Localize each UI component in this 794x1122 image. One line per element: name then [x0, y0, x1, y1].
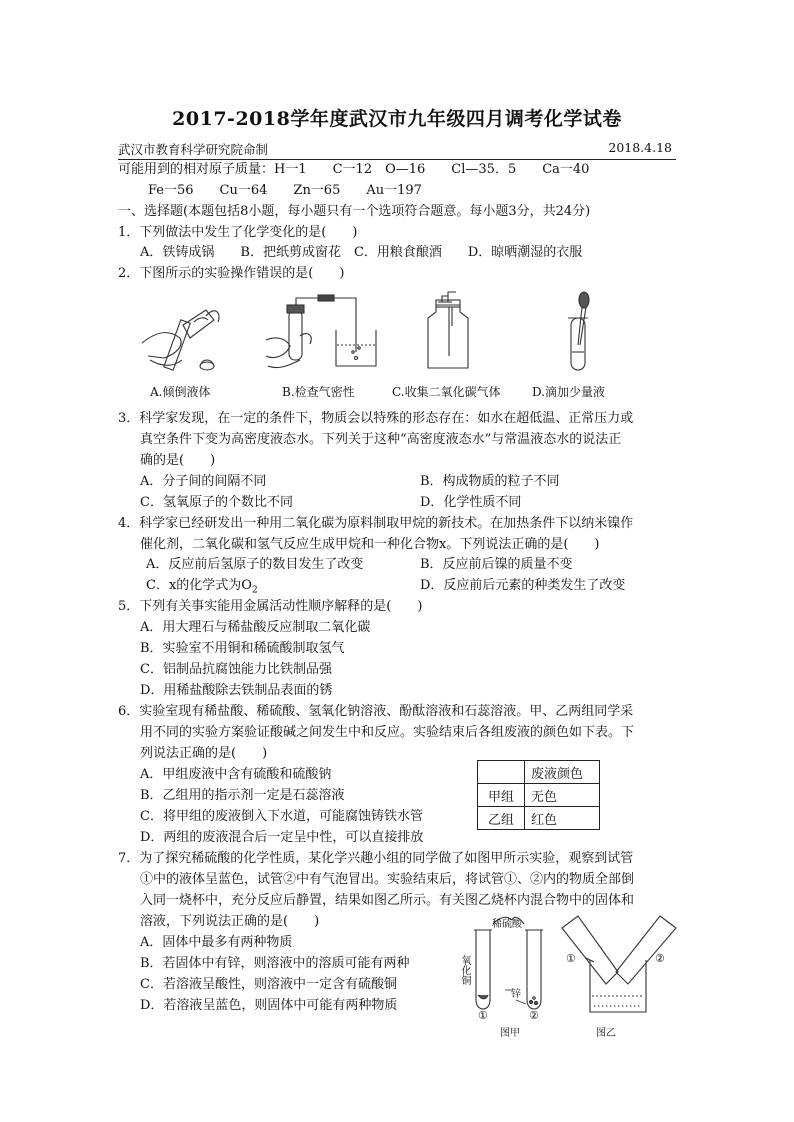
q6-option-b: B．乙组用的指示剂一定是石蕊溶液 [140, 788, 345, 803]
table-cell [478, 761, 525, 784]
table-cell: 乙组 [478, 807, 525, 830]
caption-c: C.收集二氧化碳气体 [392, 385, 501, 399]
q7-stem-3: 入同一烧杯中，充分反应后静置，结果如图乙所示。有关图乙烧杯内混合物中的固体和 [140, 893, 635, 908]
q4-stem-2: 催化剂，二氧化碳和氢气反应生成甲烷和一种化合物x。下列说法正确的是( ) [140, 537, 600, 552]
q1-options: A．铁铸成锅 B．把纸剪成窗花 C．用粮食酿酒 D．晾晒潮湿的衣服 [140, 245, 583, 260]
atomic-masses-line1: 可能用到的相对原子质量：H一1 C一12 O—16 Cl—35．5 Ca一40 [118, 162, 590, 177]
label-beaker-tube-1: ① [566, 952, 576, 965]
q7-option-a: A．固体中最多有两种物质 [140, 935, 293, 950]
q3-option-c: C．氢氧原子的个数比不同 [140, 495, 293, 510]
q7-figure-a [474, 917, 543, 1009]
table-row [478, 761, 600, 784]
q4-option-b: B．反应前后镍的质量不变 [420, 557, 573, 572]
section-heading: 一、选择题(本题包括8小题，每小题只有一个选项符合题意。每小题3分，共24分) [118, 204, 591, 219]
q5-option-a: A．用大理石与稀盐酸反应制取二氧化碳 [140, 620, 371, 635]
q3-option-a: A．分子间的间隔不同 [140, 474, 267, 489]
caption-a: A.倾倒液体 [150, 385, 211, 399]
label-tube-2: ② [529, 1009, 539, 1022]
issuer: 武汉市教育科学研究院命制 [118, 142, 269, 157]
exam-date: 2018.4.18 [608, 140, 672, 155]
table-header-cell: 废液颜色 [525, 761, 600, 784]
caption-b: B.检查气密性 [282, 385, 355, 399]
q4-stem-1: 4．科学家已经研发出一种用二氧化碳为原料制取甲烷的新技术。在加热条件下以纳米镍作 [118, 516, 634, 531]
q4-option-a: A．反应前后氢原子的数目发生了改变 [146, 557, 364, 572]
q1-stem: 1．下列做法中发生了化学变化的是( ) [118, 225, 358, 240]
q4-option-c-text: C．x的化学式为O [146, 578, 252, 593]
q5-option-b: B．实验室不用铜和稀硫酸制取氢气 [140, 641, 345, 656]
table-cell: 甲组 [478, 784, 525, 807]
airtightness-figure [266, 295, 376, 368]
table-row [478, 807, 600, 830]
q4-option-c [146, 577, 258, 600]
q7-option-b: B．若固体中有锌，则溶液中的溶质可能有两种 [140, 956, 410, 971]
label-beaker-tube-2: ② [655, 952, 665, 965]
q3-stem-3: 确的是( ) [140, 453, 216, 468]
exam-title: 2017-2018学年度武汉市九年级四月调考化学试卷 [172, 108, 622, 130]
atomic-masses-line2: Fe一56 Cu一64 Zn一65 Au一197 [148, 183, 422, 198]
q4-option-c-subscript: 2 [251, 585, 258, 596]
caption-d: D.滴加少量液 [532, 385, 606, 399]
q6-stem-3: 列说法正确的是( ) [140, 746, 268, 761]
q7-option-c: C．若溶液呈酸性，则溶液中一定含有硫酸铜 [140, 977, 397, 992]
q2-stem: 2．下图所示的实验操作错误的是( ) [118, 266, 345, 281]
caption-fig-a: 图甲 [500, 1028, 520, 1039]
caption-fig-b: 图乙 [596, 1028, 616, 1039]
waste-color-table [477, 760, 600, 830]
q5-option-d: D．用稀盐酸除去铁制品表面的锈 [140, 683, 333, 698]
q7-stem-1: 7．为了探究稀硫酸的化学性质，某化学兴趣小组的同学做了如图甲所示实验，观察到试管 [118, 851, 634, 866]
pouring-liquid-figure [142, 310, 219, 370]
gas-collection-figure [428, 292, 468, 368]
q3-option-d: D．化学性质不同 [420, 495, 522, 510]
q3-stem-1: 3．科学家发现，在一定的条件下，物质会以特殊的形态存在：如水在超低温、正常压力或 [118, 411, 634, 426]
label-copper-oxide: 氧化铜 [459, 955, 470, 985]
q6-stem-1: 6．实验室现有稀盐酸、稀硫酸、氢氧化钠溶液、酚酞溶液和石蕊溶液。甲、乙两组同学采 [118, 704, 634, 719]
label-tube-1: ① [478, 1009, 488, 1022]
q3-stem-2: 真空条件下变为高密度液态水。下列关于这种“高密度液态水”与常温液态水的说法正 [140, 432, 622, 447]
table-row [478, 784, 600, 807]
q3-option-b: B．构成物质的粒子不同 [420, 474, 560, 489]
table-cell: 无色 [525, 784, 600, 807]
label-zinc: 锌 [511, 989, 521, 1000]
q6-option-c: C．将甲组的废液倒入下水道，可能腐蚀铸铁水管 [140, 809, 423, 824]
label-dilute-sulfuric-acid: 稀硫酸 [492, 919, 522, 930]
table-cell: 红色 [525, 807, 600, 830]
q5-stem: 5．下列有关事实能用金属活动性顺序解释的是( ) [118, 599, 423, 614]
dropper-figure [568, 292, 589, 370]
q7-stem-4: 溶液，下列说法正确的是( ) [140, 914, 320, 929]
q6-stem-2: 用不同的实验方案验证酸碱之间发生中和反应。实验结束后各组废液的颜色如下表。下 [140, 725, 635, 740]
q6-option-d: D．两组的废液混合后一定呈中性，可以直接排放 [140, 830, 424, 845]
q6-option-a: A．甲组废液中含有硫酸和硫酸钠 [140, 767, 332, 782]
q7-stem-2: ①中的液体呈蓝色，试管②中有气泡冒出。实验结束后，将试管①、②内的物质全部倒 [140, 872, 635, 887]
q7-option-d: D．若溶液呈蓝色，则固体中可能有两种物质 [140, 998, 398, 1013]
q5-option-c: C．铝制品抗腐蚀能力比铁制品强 [140, 662, 332, 677]
q4-option-d: D．反应前后元素的种类发生了改变 [420, 578, 626, 593]
